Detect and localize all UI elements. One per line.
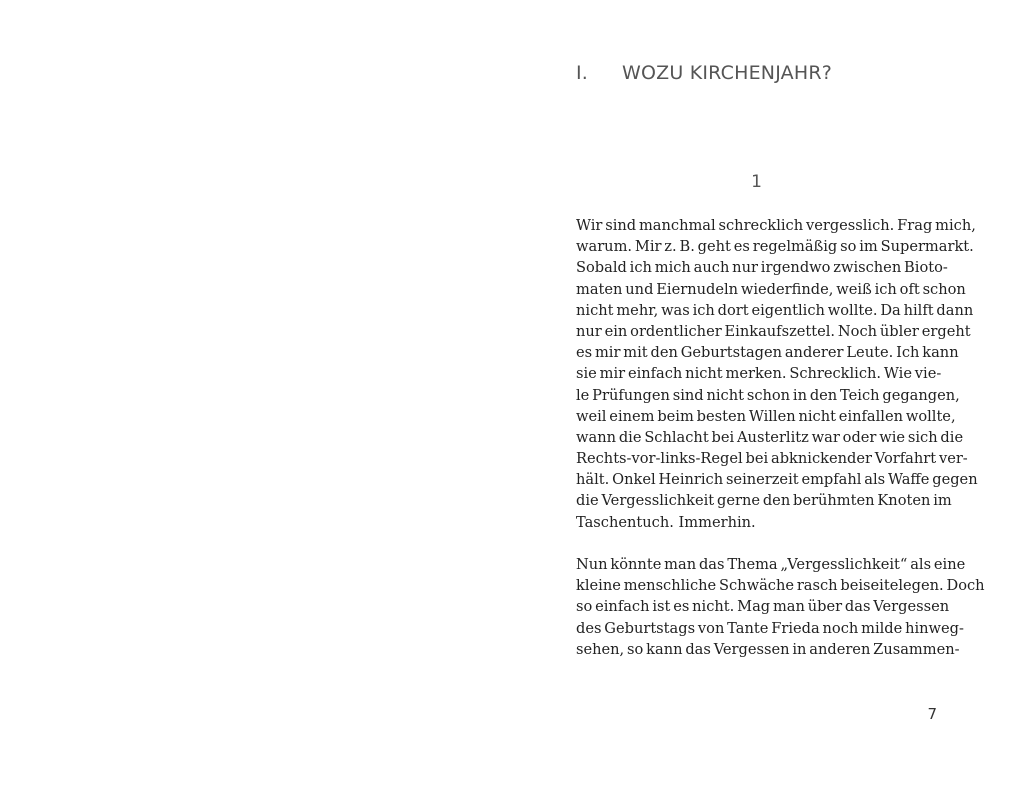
- page-number: 7: [927, 705, 937, 723]
- text-line: Taschentuch. Immerhin.: [576, 513, 756, 531]
- text-line: sehen, so kann das Vergessen in anderen Zusammen-: [576, 640, 960, 658]
- text-line: Rechts-vor-links-Regel bei abknickender Vorfahrt ver-: [576, 450, 968, 468]
- body-text: [576, 215, 985, 660]
- text-line: le Prüfungen sind nicht schon in den Teich gegangen,: [576, 386, 960, 404]
- paragraph-gap: [576, 533, 937, 554]
- text-line: Wir sind manchmal schrecklich vergesslich. Frag mich,: [576, 217, 976, 234]
- text-line: maten und Eiernudeln wiederfinde, weiß ich oft schon: [576, 280, 966, 298]
- chapter-number: I.: [576, 62, 589, 84]
- text-line: Sobald ich mich auch nur irgendwo zwischen Bioto-: [576, 259, 948, 277]
- text-line: Nun könnte man das Thema „Vergesslichkeit“ als eine: [576, 556, 966, 573]
- text-line: kleine menschliche Schwäche rasch beiseitelegen. Doch: [576, 577, 985, 595]
- text-line: sie mir einfach nicht merken. Schrecklich. Wie vie-: [576, 365, 942, 383]
- paragraph-2: [576, 554, 985, 660]
- text-line: hält. Onkel Heinrich seinerzeit empfahl als Waffe gegen: [576, 471, 978, 489]
- text-line: so einfach ist es nicht. Mag man über das Vergessen: [576, 598, 950, 616]
- section-number: 1: [751, 172, 762, 192]
- text-line: wann die Schlacht bei Austerlitz war oder wie sich die: [576, 428, 964, 446]
- text-line: nicht mehr, was ich dort eigentlich wollte. Da hilft dann: [576, 301, 974, 319]
- text-line: es mir mit den Geburtstagen anderer Leute. Ich kann: [576, 344, 959, 362]
- text-line: des Geburtstags von Tante Frieda noch milde hinweg-: [576, 619, 964, 637]
- chapter-heading: [576, 62, 832, 84]
- text-line: nur ein ordentlicher Einkaufszettel. Noch übler ergeht: [576, 322, 971, 340]
- chapter-title: WOZU KIRCHENJAHR?: [622, 62, 833, 84]
- text-line: warum. Mir z. B. geht es regelmäßig so im Supermarkt.: [576, 238, 974, 256]
- text-line: weil einem beim besten Willen nicht einfallen wollte,: [576, 407, 956, 425]
- text-line: die Vergesslichkeit gerne den berühmten Knoten im: [576, 492, 952, 510]
- paragraph-1: [576, 215, 978, 533]
